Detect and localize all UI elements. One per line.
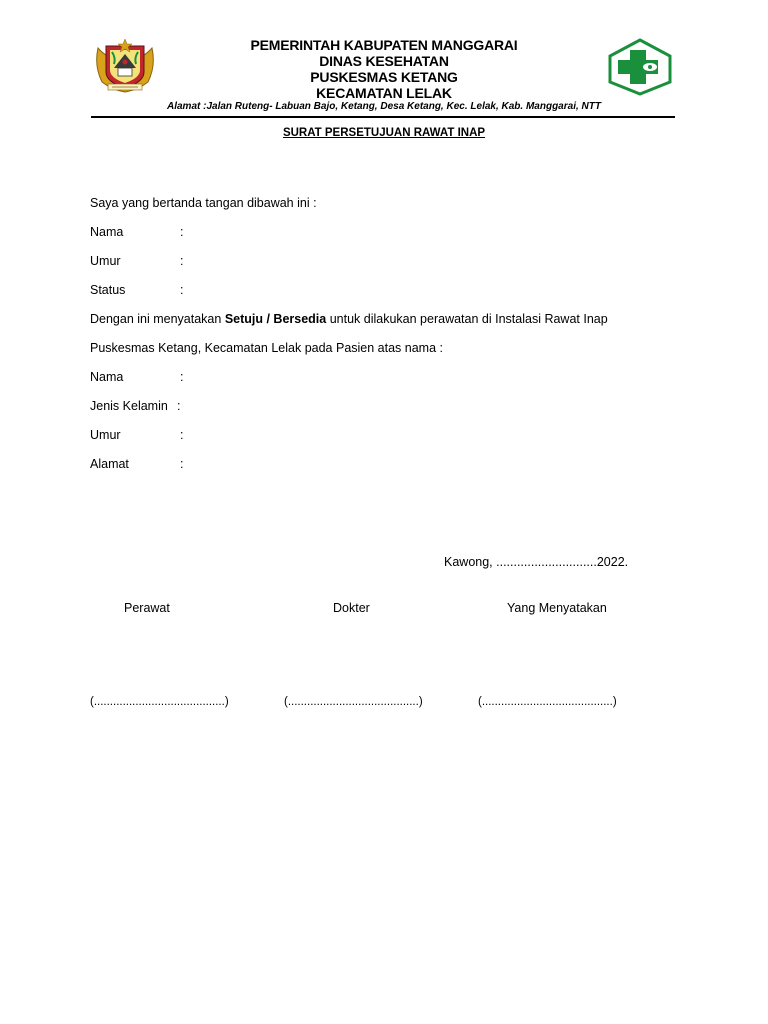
signature-blank-yang-menyatakan: (.........................................) [478, 696, 617, 708]
signer-name-colon: : [180, 225, 184, 239]
signature-blank-perawat: (.........................................) [90, 696, 229, 708]
intro-text: Saya yang bertanda tangan dibawah ini : [90, 196, 317, 210]
patient-address-colon: : [180, 457, 184, 471]
header-puskesmas: PUSKESMAS KETANG [310, 69, 458, 85]
signature-blank-dokter: (.........................................) [284, 696, 423, 708]
signer-status-label: Status [90, 283, 126, 297]
signer-name-label: Nama [90, 225, 124, 239]
header-divider [91, 116, 675, 118]
patient-age-colon: : [180, 428, 184, 442]
patient-name-colon: : [180, 370, 184, 384]
signer-age-colon: : [180, 254, 184, 268]
patient-address-label: Alamat [90, 457, 129, 471]
patient-gender-colon: : [177, 399, 181, 413]
role-dokter: Dokter [333, 601, 370, 615]
statement-line-1 [90, 312, 608, 326]
patient-gender-label: Jenis Kelamin [90, 399, 168, 413]
signer-age-label: Umur [90, 254, 121, 268]
role-perawat: Perawat [124, 601, 170, 615]
header-department: DINAS KESEHATAN [319, 53, 449, 69]
patient-age-label: Umur [90, 428, 121, 442]
statement-emphasis: Setuju / Bersedia [224, 312, 327, 326]
document-title: SURAT PERSETUJUAN RAWAT INAP [282, 127, 486, 139]
signer-status-colon: : [180, 283, 184, 297]
patient-name-label: Nama [90, 370, 124, 384]
role-yang-menyatakan: Yang Menyatakan [507, 601, 607, 615]
statement-prefix: Dengan ini menyatakan [90, 312, 225, 326]
header-district: KECAMATAN LELAK [316, 85, 452, 101]
header-government: PEMERINTAH KABUPATEN MANGGARAI [250, 37, 518, 53]
header-address: Alamat :Jalan Ruteng- Labuan Bajo, Ketang, Desa Ketang, Kec. Lelak, Kab. Manggarai, NTT [167, 101, 601, 112]
statement-line-2: Puskesmas Ketang, Kecamatan Lelak pada Pasien atas nama : [90, 341, 443, 355]
place-date: Kawong, .............................2022. [444, 555, 629, 569]
statement-suffix: untuk dilakukan perawatan di Instalasi Rawat Inap [326, 312, 608, 326]
